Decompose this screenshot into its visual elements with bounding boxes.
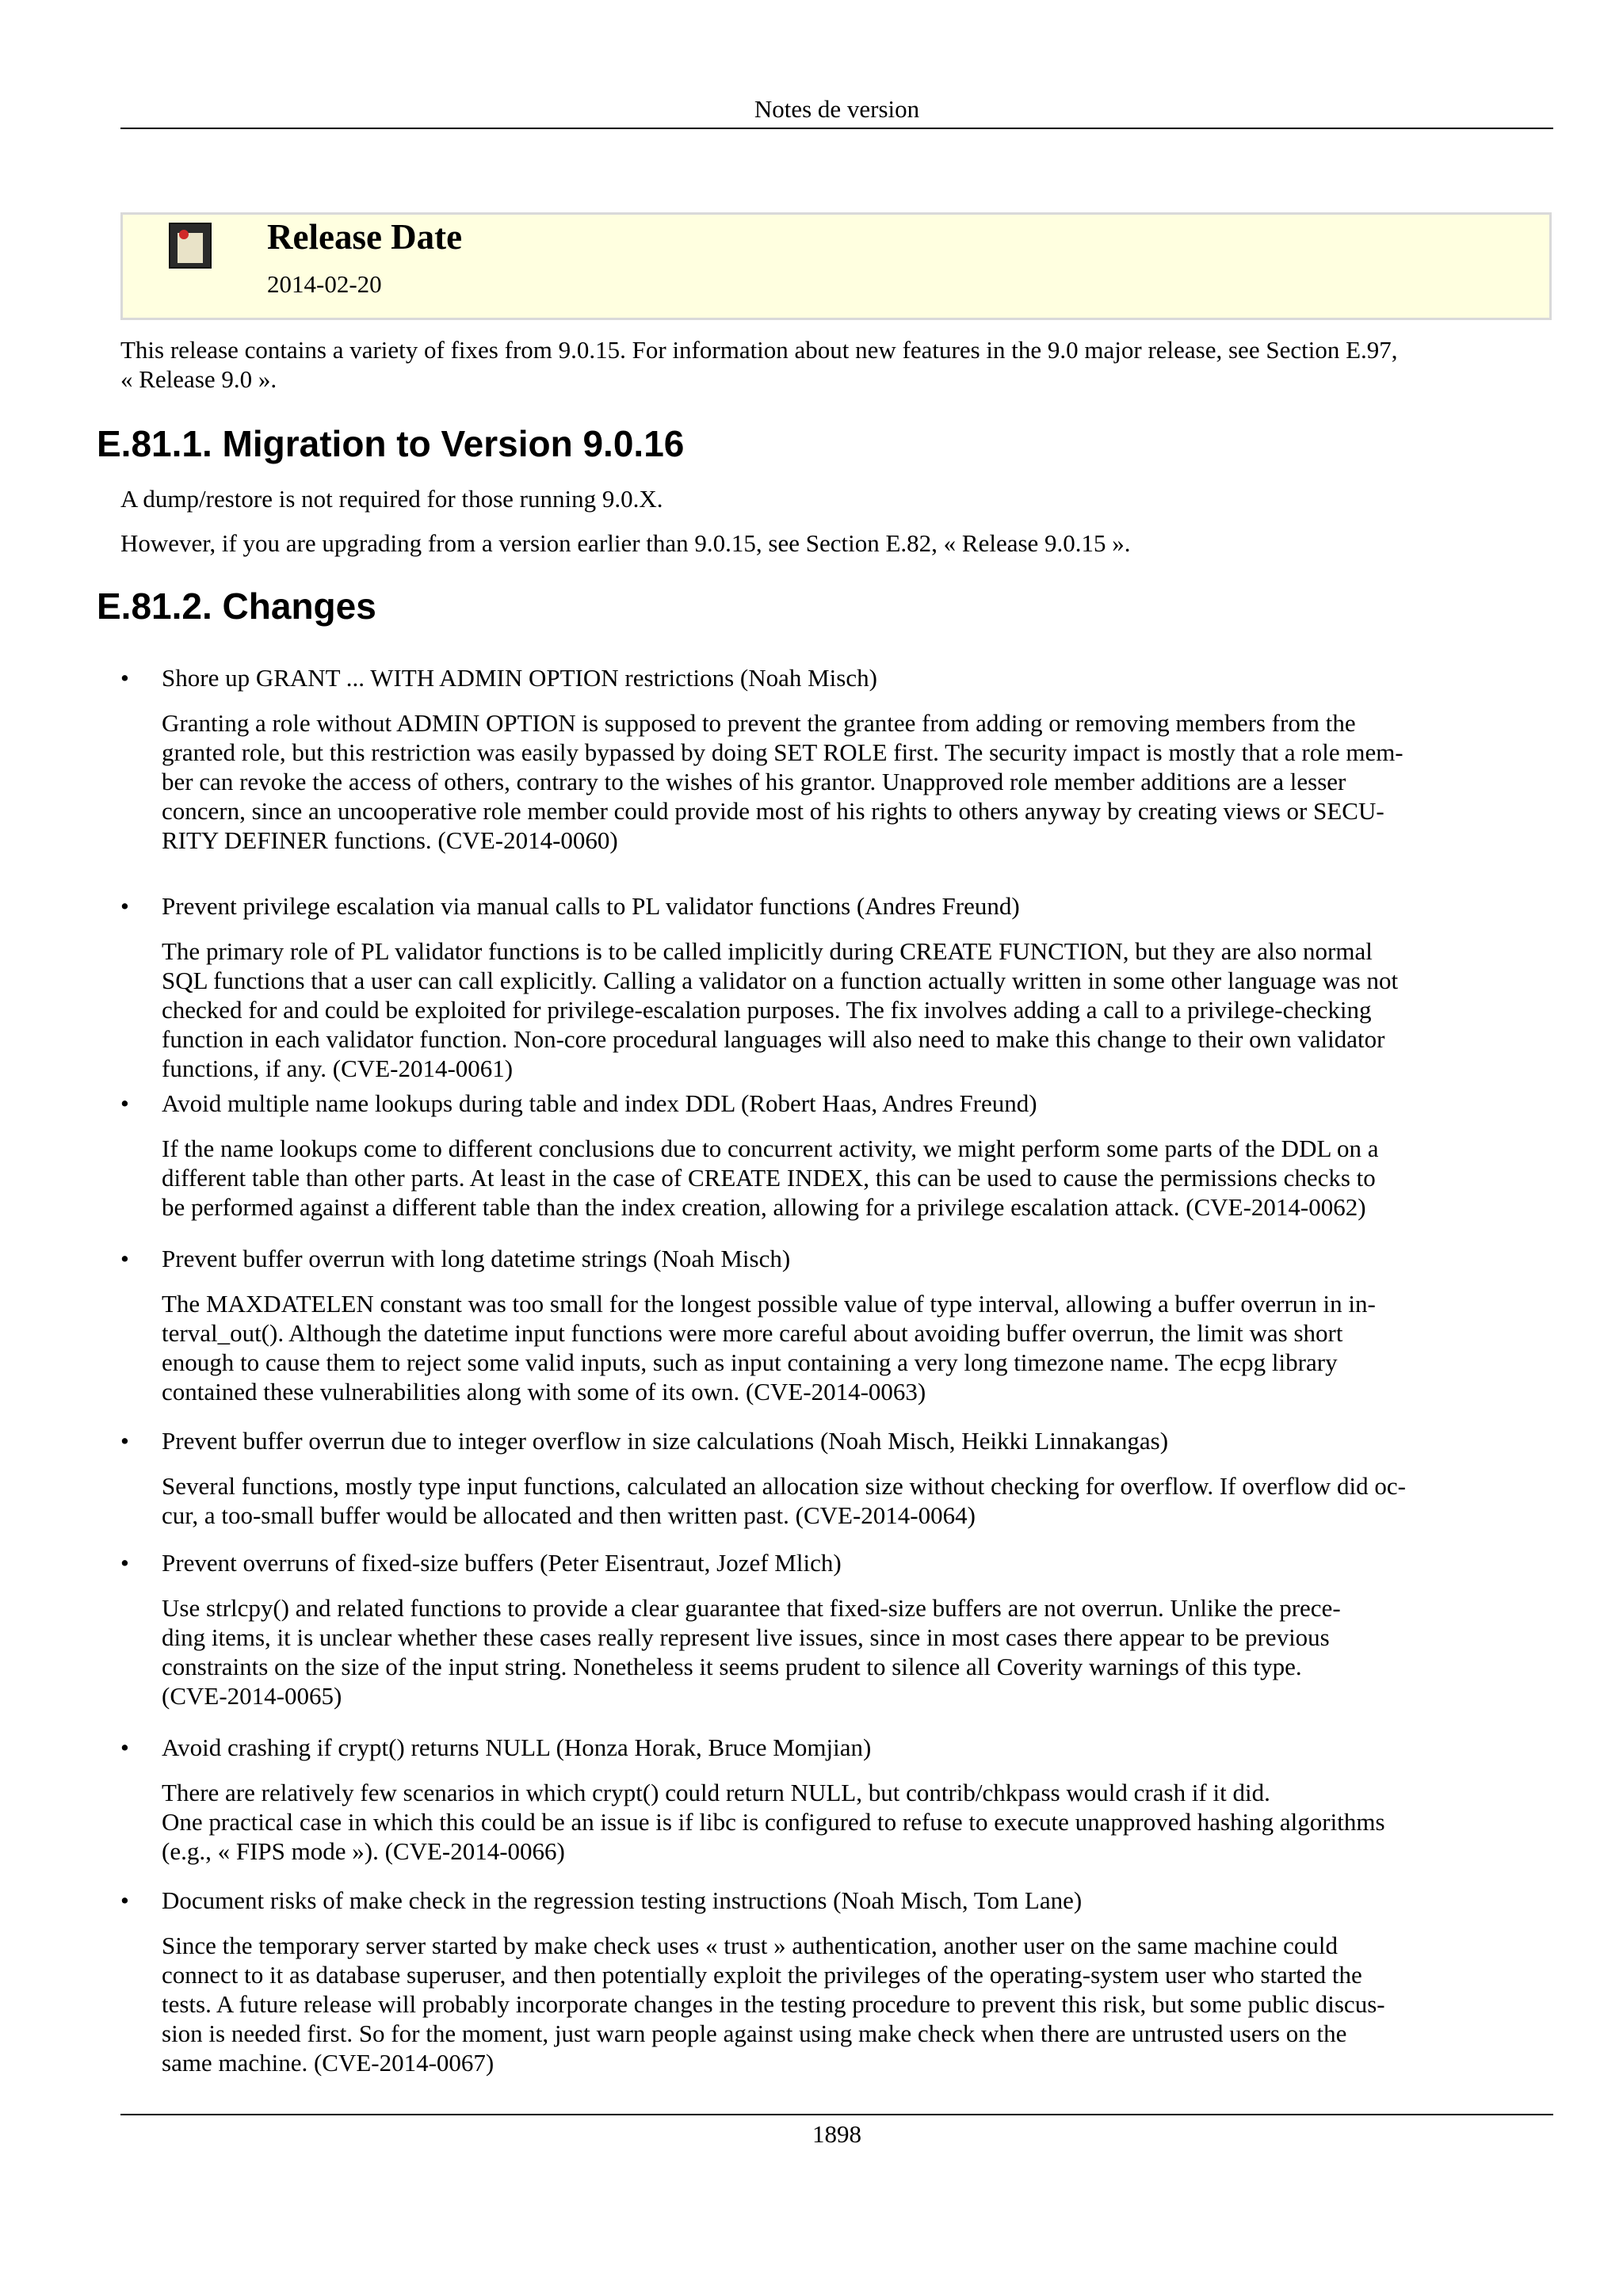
change-item-description: Several functions, mostly type input functions, calculated an allocation size without checking for overflow. If overflow did oc- cur, a too-small buffer would be allocated and then written past. (CVE-2014-0064) bbox=[162, 1472, 1406, 1529]
change-item-title: Prevent buffer overrun with long datetime strings (Noah Misch) bbox=[162, 1245, 791, 1272]
bullet: • bbox=[120, 1245, 129, 1272]
change-item-description: The MAXDATELEN constant was too small for the longest possible value of type interval, allowing a buffer overrun in in- terval_out(). Although the datetime input functions were more careful about avoiding buffer overrun, the limit was short enough to cause them to reject some valid inputs, such as input containing a very long timezone name. The ecpg library contained these vulnerabilities along with some of its own. (CVE-2014-0063) bbox=[162, 1290, 1376, 1405]
bullet: • bbox=[120, 664, 129, 692]
change-item-title: Shore up GRANT ... WITH ADMIN OPTION restrictions (Noah Misch) bbox=[162, 664, 877, 692]
migration-paragraph-1: A dump/restore is not required for those running 9.0.X. bbox=[120, 485, 663, 513]
bullet: • bbox=[120, 1549, 129, 1577]
page-number: 1898 bbox=[812, 2120, 861, 2148]
change-item-title: Prevent buffer overrun due to integer overflow in size calculations (Noah Misch, Heikki Linnakangas) bbox=[162, 1427, 1169, 1455]
change-item-description: The primary role of PL validator functions is to be called implicitly during CREATE FUNCTION, but they are also normal SQL functions that a user can call explicitly. Calling a validator on a function actually written in some other language was not checked for and could be exploited for privilege-escalation purposes. The fix involves adding a call to a privilege-checking function in each validator function. Non-core procedural languages will also need to make this change to their own validator functions, if any. (CVE-2014-0061) bbox=[162, 937, 1399, 1082]
release-date: 2014-02-20 bbox=[267, 270, 382, 298]
migration-heading: E.81.1. Migration to Version 9.0.16 bbox=[97, 423, 685, 464]
bullet: • bbox=[120, 892, 129, 920]
change-item-title: Prevent overruns of fixed-size buffers (Peter Eisentraut, Jozef Mlich) bbox=[162, 1549, 842, 1577]
migration-paragraph-2: However, if you are upgrading from a version earlier than 9.0.15, see Section E.82, « Release 9.0.15 ». bbox=[120, 529, 1131, 557]
change-item-description: Since the temporary server started by make check uses « trust » authentication, another user on the same machine could connect to it as database superuser, and then potentially exploit the privileges of the operating-system user who started the tests. A future release will probably incorporate changes in the testing procedure to prevent this risk, but some public discus- sion is needed first. So for the moment, just warn people against using make check when there are untrusted users on the same machine. (CVE-2014-0067) bbox=[162, 1932, 1385, 2077]
note-title: Release Date bbox=[267, 217, 463, 257]
bullet: • bbox=[120, 1886, 129, 1914]
change-item-description: There are relatively few scenarios in which crypt() could return NULL, but contrib/chkpass would crash if it did. One practical case in which this could be an issue is if libc is configured to refuse to execute unapproved hashing algorithms (e.g., « FIPS mode »). (CVE-2014-0066) bbox=[162, 1779, 1385, 1865]
change-item-title: Document risks of make check in the regression testing instructions (Noah Misch, Tom Lane) bbox=[162, 1886, 1083, 1914]
change-item-description: Use strlcpy() and related functions to provide a clear guarantee that fixed-size buffers are not overrun. Unlike the prece- ding items, it is unclear whether these cases really represent live issues, since in most cases there appear to be previous constraints on the size of the input string. Nonetheless it seems prudent to silence all Coverity warnings of this type. (CVE-2014-0065) bbox=[162, 1594, 1341, 1710]
bullet: • bbox=[120, 1733, 129, 1761]
footer-rule bbox=[120, 2114, 1553, 2115]
change-item-description: If the name lookups come to different conclusions due to concurrent activity, we might perform some parts of the DDL on a different table than other parts. At least in the case of CREATE INDEX, this can be used to cause the permissions checks to be performed against a different table than the index creation, allowing for a privilege escalation attack. (CVE-2014-0062) bbox=[162, 1135, 1379, 1221]
changes-heading: E.81.2. Changes bbox=[97, 585, 376, 627]
change-item-description: Granting a role without ADMIN OPTION is supposed to prevent the grantee from adding or removing members from the granted role, but this restriction was easily bypassed by doing SET ROLE first. The security impact is mostly that a role mem- ber can revoke the access of others, contrary to the wishes of his grantor. Unapproved role member additions are a lesser concern, since an uncooperative role member could provide most of his rights to others anyway by creating views or SECU- RITY DEFINER functions. (CVE-2014-0060) bbox=[162, 709, 1403, 854]
change-item-title: Avoid crashing if crypt() returns NULL (Honza Horak, Bruce Momjian) bbox=[162, 1733, 872, 1761]
bullet: • bbox=[120, 1427, 129, 1455]
intro-paragraph: This release contains a variety of fixes from 9.0.15. For information about new features in the 9.0 major release, see Section E.97, « Release 9.0 ». bbox=[120, 336, 1398, 393]
bullet: • bbox=[120, 1089, 129, 1117]
change-item-title: Prevent privilege escalation via manual calls to PL validator functions (Andres Freund) bbox=[162, 892, 1020, 920]
change-item-title: Avoid multiple name lookups during table and index DDL (Robert Haas, Andres Freund) bbox=[162, 1089, 1037, 1117]
running-header: Notes de version bbox=[754, 95, 920, 123]
